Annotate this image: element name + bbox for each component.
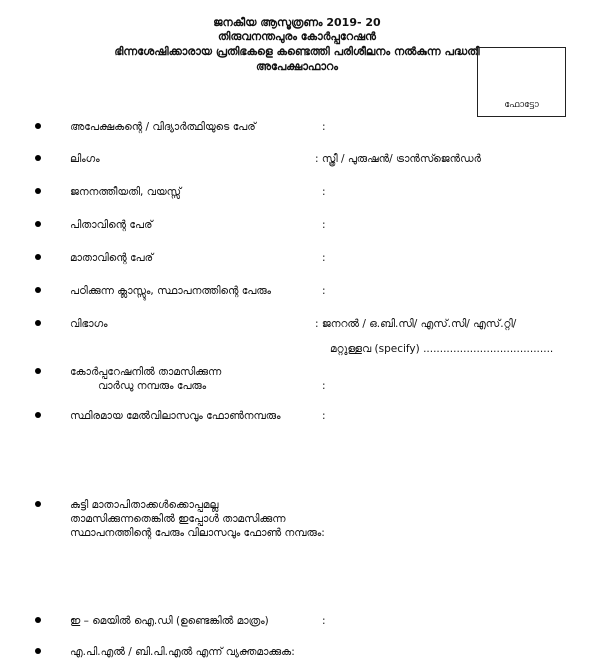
field-label: പിതാവിന്റെ പേര് — [70, 219, 153, 231]
field-permanent-address — [0, 409, 594, 427]
bullet-icon — [35, 412, 41, 418]
field-label: സ്ഥിരമായ മേൽവിലാസവും ഫോൺനമ്പരും — [70, 410, 281, 422]
field-colon: : — [322, 410, 326, 422]
field-email — [0, 614, 594, 632]
field-label: കോർപ്പറേഷനിൽ താമസിക്കുന്ന — [70, 366, 222, 378]
field-label: ജനനത്തീയതി, വയസ്സ് — [70, 186, 182, 198]
field-apl-bpl — [0, 645, 594, 663]
bullet-icon — [35, 368, 41, 374]
field-dob-age — [0, 185, 594, 203]
field-colon: : — [322, 252, 326, 264]
field-colon: : — [322, 219, 326, 231]
bullet-icon — [35, 221, 41, 227]
field-label-line2: വാർഡു നമ്പരും പേരും — [98, 380, 207, 392]
field-label: ലിംഗം — [70, 153, 100, 165]
scheme-title: ഭിന്നശേഷിക്കാരായ പ്രതിഭകളെ കണ്ടെത്തി പരിശീലനം നൽകുന്ന പദ്ധതി — [114, 45, 480, 58]
category-other: മറ്റുള്ളവ (specify) ....................................... — [330, 343, 554, 355]
field-father-name — [0, 218, 594, 236]
field-label-line3: സ്ഥാപനത്തിന്റെ പേരും വിലാസവും ഫോൺ നമ്പരും: — [70, 527, 325, 539]
field-class-institution — [0, 284, 594, 302]
photo-box — [477, 47, 566, 117]
bullet-icon — [35, 617, 41, 623]
field-colon: : — [322, 186, 326, 198]
field-label-line2: താമസിക്കുന്നതെങ്കിൽ ഇപ്പോൾ താമസിക്കുന്ന — [70, 513, 286, 525]
scheme-year-title: ജനകീയ ആസൂത്രണം 2019- 20 — [213, 16, 381, 29]
field-label: ഇ – മെയിൽ ഐ.ഡി (ഉണ്ടെങ്കിൽ മാത്രം) — [70, 615, 269, 627]
field-label: കുട്ടി മാതാപിതാക്കൾക്കൊപ്പമല്ല — [70, 499, 219, 511]
field-label: വിഭാഗം — [70, 318, 108, 330]
corporation-title: തിരുവനന്തപുരം കോർപ്പറേഷൻ — [218, 30, 376, 43]
bullet-icon — [35, 648, 41, 654]
field-ward — [0, 365, 594, 397]
bullet-icon — [35, 155, 41, 161]
field-category — [0, 317, 594, 357]
bullet-icon — [35, 501, 41, 507]
field-applicant-name — [0, 120, 594, 138]
field-current-residence — [0, 498, 594, 544]
bullet-icon — [35, 287, 41, 293]
form-title: അപേക്ഷാഫാറം — [256, 60, 338, 73]
field-colon: : — [322, 615, 326, 627]
field-label: എ.പി.എൽ / ബി.പി.എൽ എന്ന് വ്യക്തമാക്കുക: — [70, 646, 295, 658]
field-label: അപേക്ഷകന്റെ / വിദ്യാർത്ഥിയുടെ പേര് — [70, 121, 256, 133]
field-colon: : — [322, 121, 326, 133]
field-gender — [0, 152, 594, 170]
field-label: മാതാവിന്റെ പേര് — [70, 252, 154, 264]
field-label: പഠിക്കുന്ന ക്ലാസ്സും, സ്ഥാപനത്തിന്റെ പേരും — [70, 285, 272, 297]
bullet-icon — [35, 254, 41, 260]
field-mother-name — [0, 251, 594, 269]
field-colon: : — [322, 285, 326, 297]
field-colon: : — [322, 380, 326, 392]
gender-options: : സ്ത്രീ / പുരുഷൻ/ ട്രാൻസ്ജെൻഡർ — [315, 153, 481, 165]
photo-label: ഫോട്ടോ — [504, 100, 539, 110]
bullet-icon — [35, 188, 41, 194]
bullet-icon — [35, 320, 41, 326]
bullet-icon — [35, 123, 41, 129]
category-options: : ജനറൽ / ഒ.ബി.സി/ എസ്.സി/ എസ്.റ്റി/ — [315, 318, 517, 330]
